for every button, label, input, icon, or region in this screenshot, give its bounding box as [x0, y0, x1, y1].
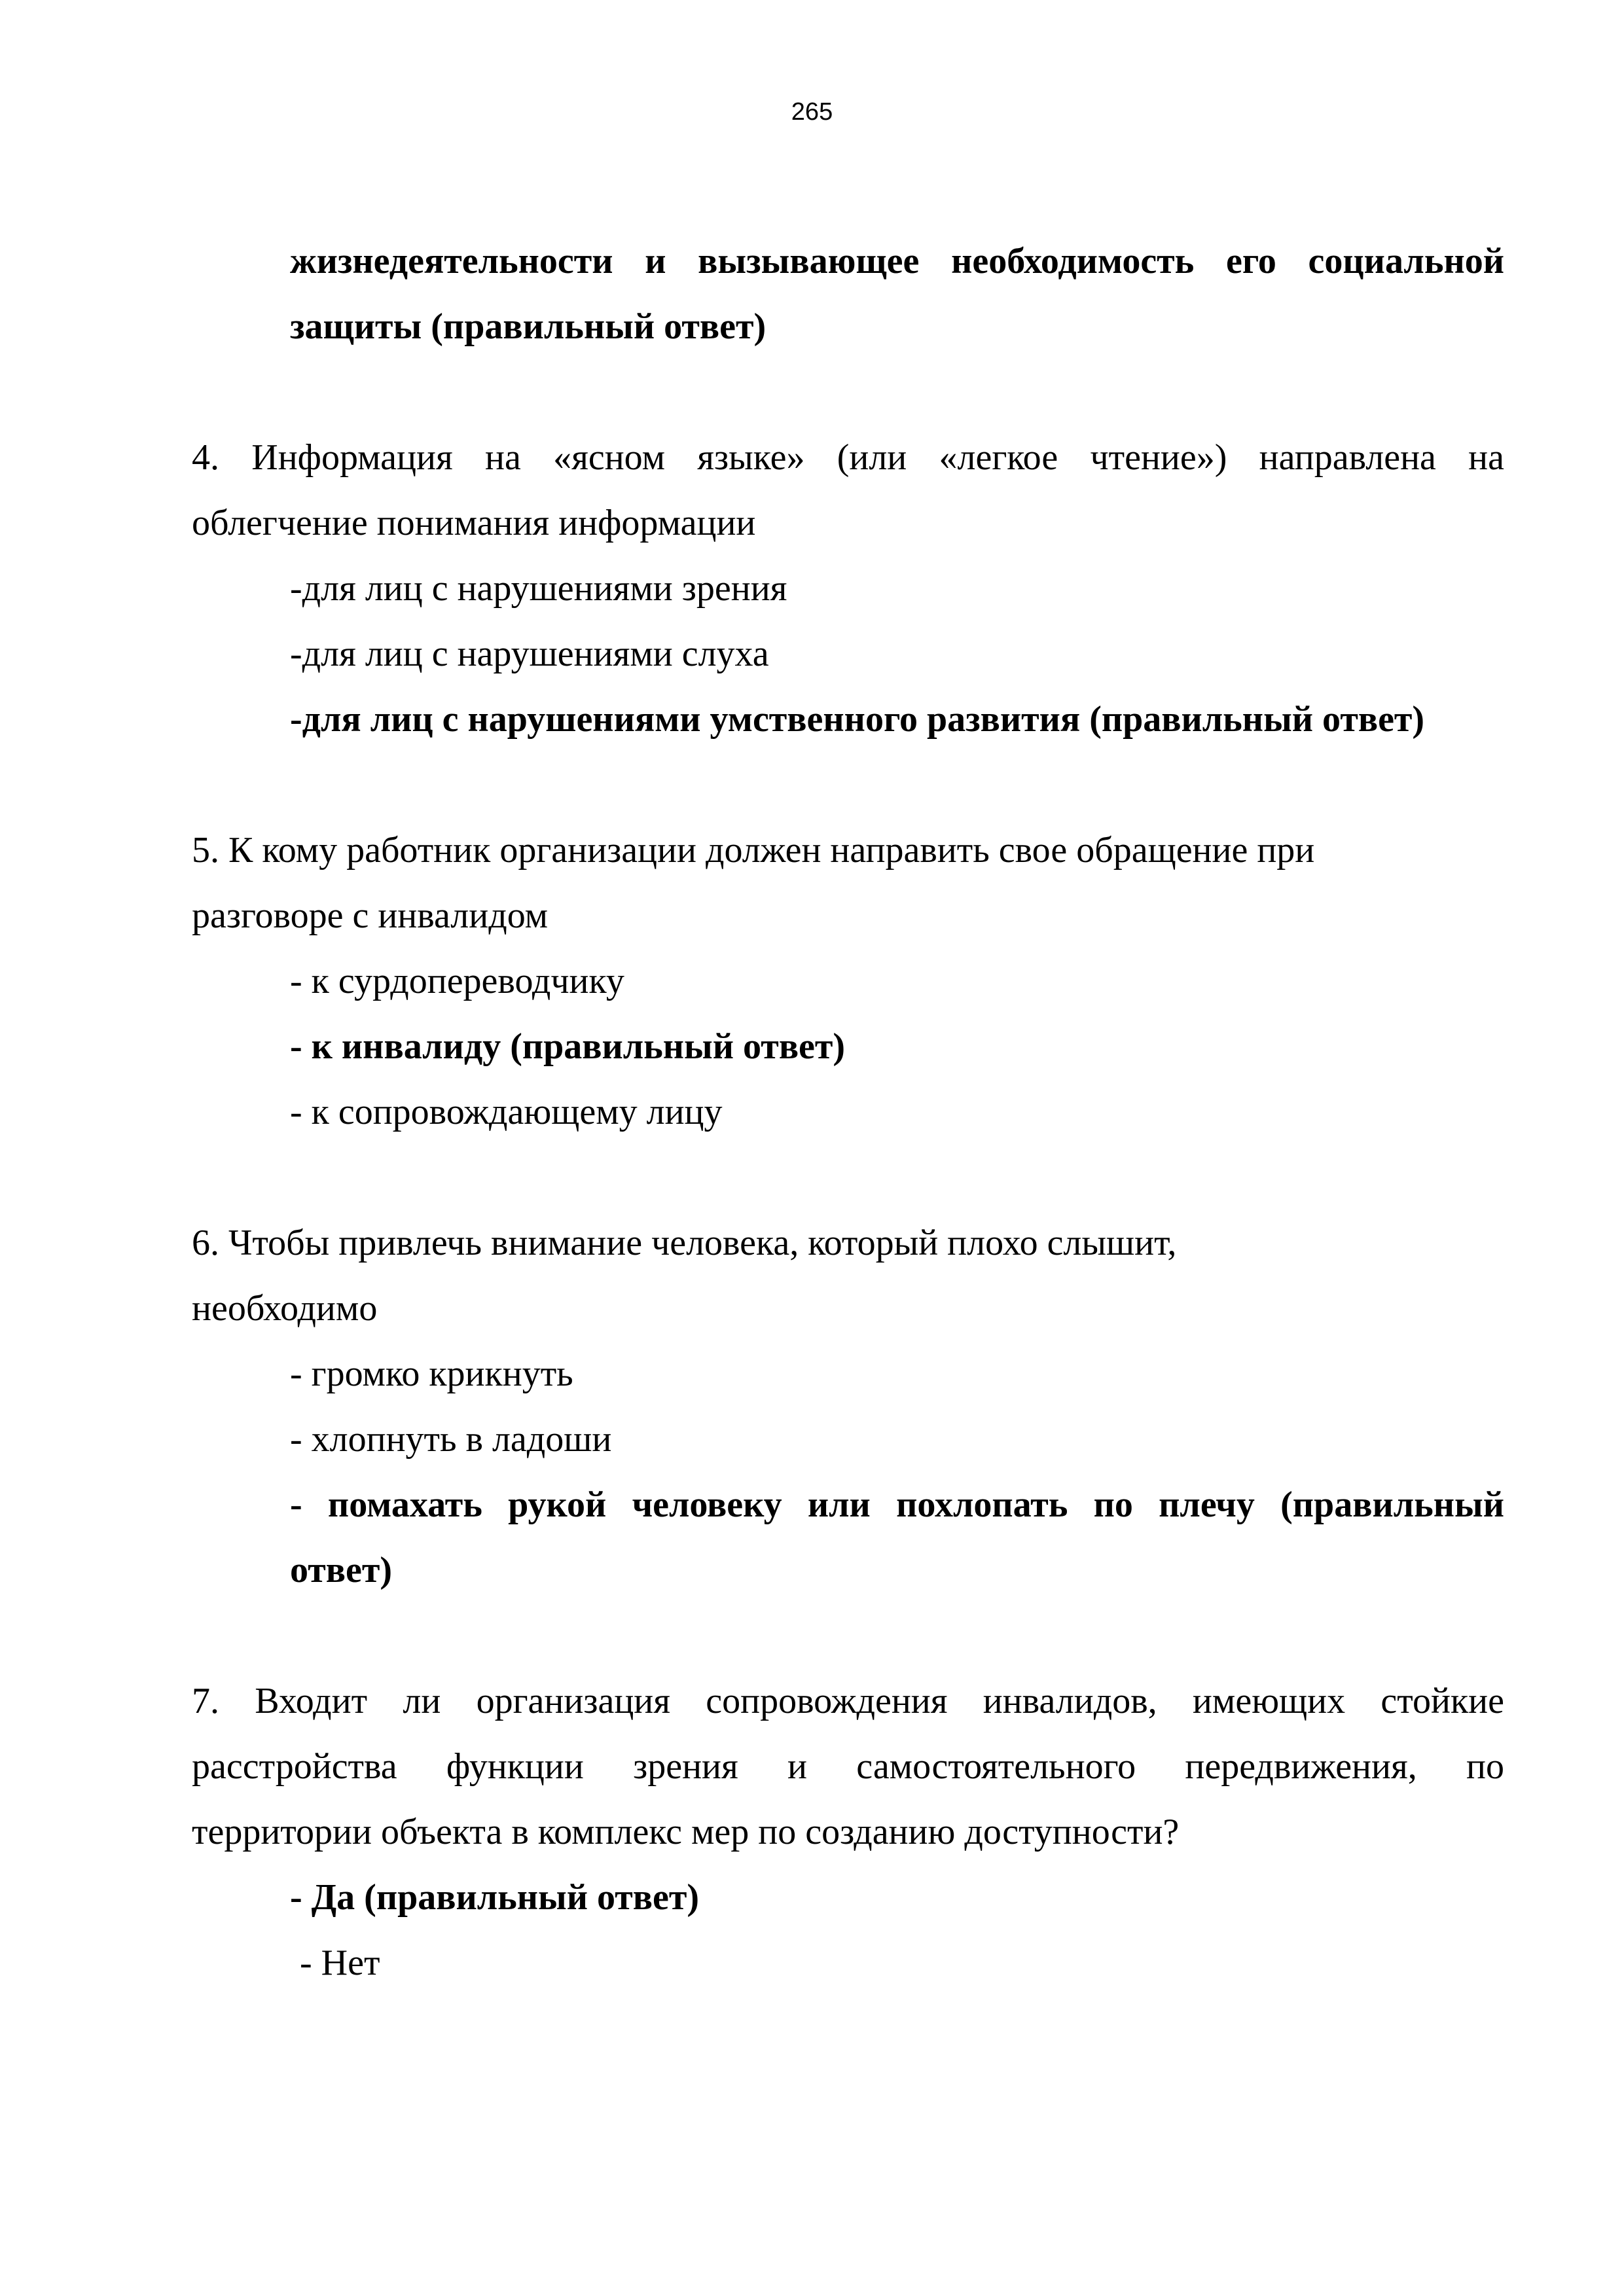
question-4-text-line-2: облегчение понимания информации [192, 503, 756, 543]
question-5-option-3: - к сопровождающему лицу [290, 1092, 723, 1132]
question-7-text-line-1: 7. Входит ли организация сопровождения инвалидов, имеющих стойкие [192, 1681, 1504, 1721]
intro-answer-line-2: защиты (правильный ответ) [290, 306, 767, 347]
question-5-option-1: - к сурдопереводчику [290, 961, 624, 1001]
question-6-option-2: - хлопнуть в ладоши [290, 1419, 612, 1460]
question-5-text-line-1: 5. К кому работник организации должен направить свое обращение при [192, 830, 1315, 870]
question-6-text-line-1: 6. Чтобы привлечь внимание человека, который плохо слышит, [192, 1223, 1177, 1263]
question-6-option-3-correct-line-1: - помахать рукой человеку или похлопать по плечу (правильный [290, 1484, 1504, 1525]
question-6-option-1: - громко крикнуть [290, 1354, 573, 1394]
question-6-option-3-correct-line-2: ответ) [290, 1550, 393, 1590]
question-7-option-1-correct: - Да (правильный ответ) [290, 1877, 700, 1918]
page-number: 265 [791, 98, 833, 126]
intro-answer-line-1: жизнедеятельности и вызывающее необходимость его социальной [290, 241, 1504, 281]
question-5-option-2-correct: - к инвалиду (правильный ответ) [290, 1026, 846, 1067]
question-6-text-line-2: необходимо [192, 1288, 378, 1329]
question-4-text-line-1: 4. Информация на «ясном языке» (или «легкое чтение») направлена на [192, 437, 1504, 478]
question-4-option-1: -для лиц с нарушениями зрения [290, 568, 787, 609]
question-7-option-2: - Нет [300, 1943, 380, 1983]
question-7-text-line-2: расстройства функции зрения и самостоятельного передвижения, по [192, 1746, 1504, 1787]
question-4-option-3-correct: -для лиц с нарушениями умственного развития (правильный ответ) [290, 699, 1425, 740]
question-5-text-line-2: разговоре с инвалидом [192, 895, 549, 936]
question-4-option-2: -для лиц с нарушениями слуха [290, 634, 769, 674]
question-7-text-line-3: территории объекта в комплекс мер по созданию доступности? [192, 1812, 1180, 1852]
